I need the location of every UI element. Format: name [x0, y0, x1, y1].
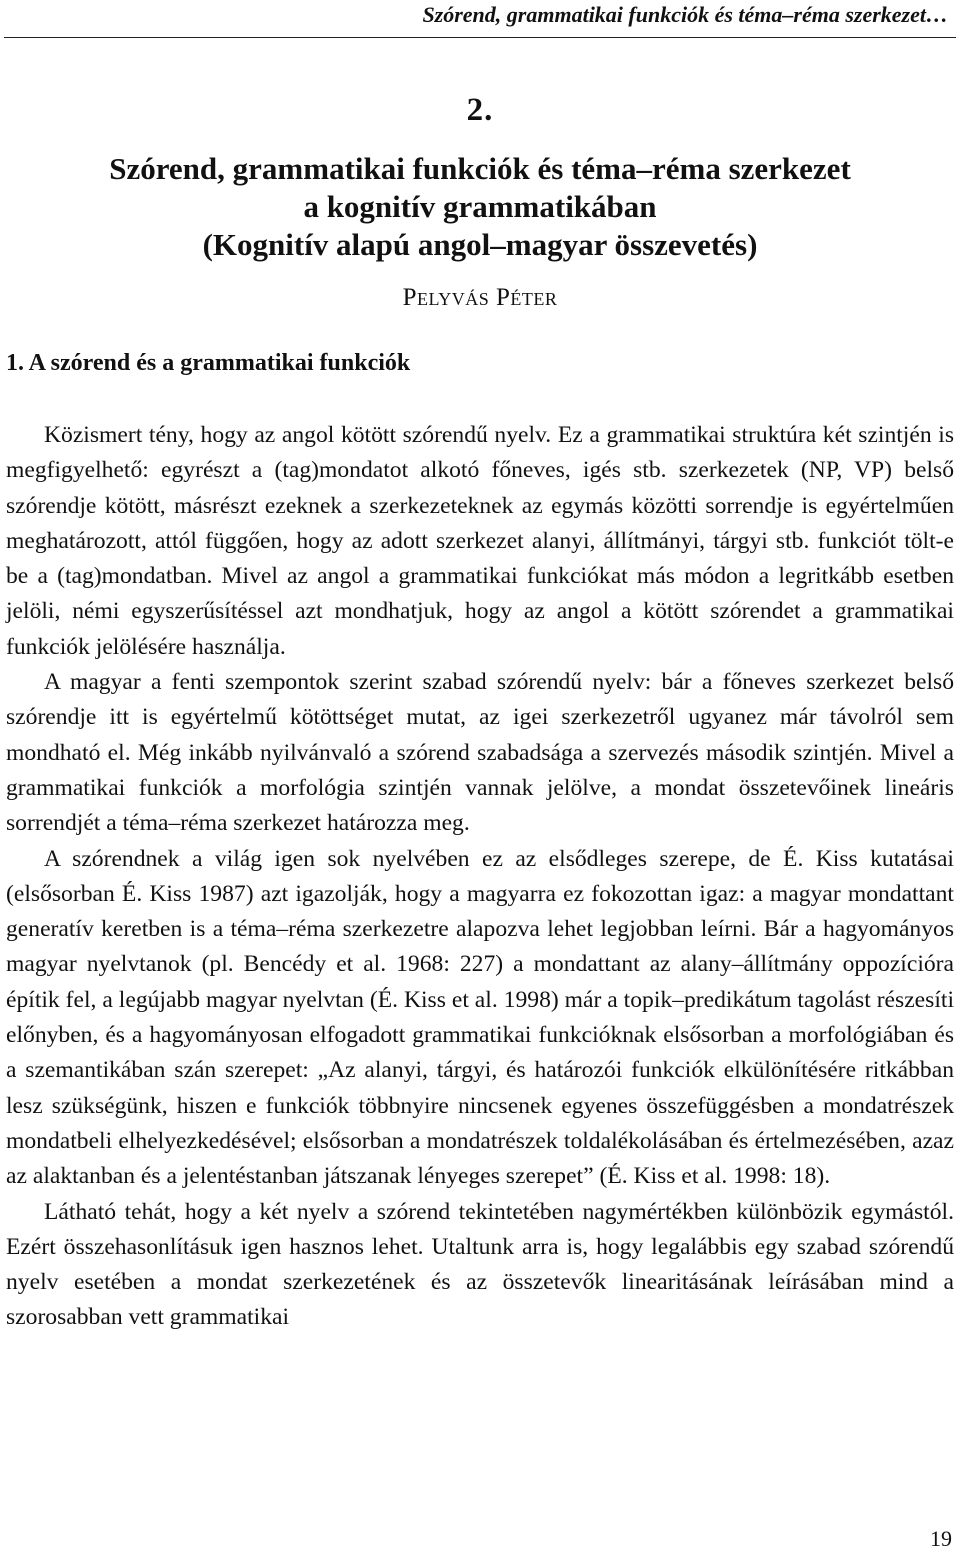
chapter-title-line-2: a kognitív grammatikában: [303, 189, 657, 224]
paragraph-1: Közismert tény, hogy az angol kötött szórendű nyelv. Ez a grammatikai struktúra két szintjén is megfigyelhető: egyrészt a (tag)mondatot alkotó főneves, igés stb. szerkezetek (NP, VP) belső szórendje kötött, másrészt ezeknek a szerkezeteknek az egymás közötti sorrendje is egyértelműen meghatározott, attól függően, hogy az adott szerkezet alanyi, állítmányi, tárgyi stb. funkciót tölt-e be a (tag)mondatban. Mivel az angol a grammatikai funkciókat más módon a legritkább esetben jelöli, némi egyszerűsítéssel azt mondhatjuk, hogy az angol a kötött szórendet a grammatikai funkciók jelölésére használja.: [6, 422, 954, 660]
page-number: 19: [930, 1526, 952, 1551]
chapter-title-line-3: (Kognitív alapú angol–magyar összevetés): [202, 227, 758, 262]
chapter-number: 2.: [466, 92, 494, 128]
running-head: Szórend, grammatikai funkciók és téma–réma szerkezet…: [422, 2, 948, 27]
chapter-title: [0, 150, 960, 264]
paragraph-4: Látható tehát, hogy a két nyelv a szórend tekintetében nagymértékben különbözik egymástól. Ezért összehasonlításuk igen hasznos lehet. Utaltunk arra is, hogy legalábbis egy szabad szórendű nyelv esetében a mondat szerkezetének és az összetevők linearitásának leírásában mind a szorosabban vett grammatikai: [6, 1198, 954, 1331]
paragraph-2: A magyar a fenti szempontok szerint szabad szórendű nyelv: bár a főneves szerkezet belső szórendje itt is egyértelmű kötöttséget mutat, az igei szerkezetről ugyanez már távolról sem mondható el. Még inkább nyilvánvaló a szórend szabadsága a szervezés második szintjén. Mivel a grammatikai funkciók a morfológia szintjén vannak jelölve, a mondat összetevőinek lineáris sorrendjét a téma–réma szerkezet határozza meg.: [6, 669, 954, 837]
body-text: [6, 418, 954, 1336]
chapter-title-line-1: Szórend, grammatikai funkciók és téma–réma szerkezet: [109, 151, 851, 186]
author-name: Pelyvás Péter: [402, 284, 558, 311]
section-heading: 1. A szórend és a grammatikai funkciók: [6, 350, 411, 376]
header-rule: [4, 37, 956, 38]
paragraph-3: A szórendnek a világ igen sok nyelvében ez az elsődleges szerepe, de É. Kiss kutatásai (elsősorban É. Kiss 1987) azt igazolják, hogy a magyarra ez fokozottan igaz: a magyar mondattant generatív keretben is a téma–réma szerkezetre alapozva lehet legjobban leírni. Bár a hagyományos magyar nyelvtanok (pl. Bencédy et al. 1968: 227) a mondattant az alany–állítmány oppozícióra építik fel, a legújabb magyar nyelvtan (É. Kiss et al. 1998) már a topik–predikátum tagolást részesíti előnyben, és a hagyományosan elfogadott grammatikai funkcióknak elsősorban a morfológiában és a szemantikában szán szerepet: „Az alanyi, tárgyi, és határozói funkciók elkülönítésére ritkábban lesz szükségünk, hiszen e funkciók többnyire nincsenek egyenes összefüggésben a mondatrészek mondatbeli elhelyezkedésével; elsősorban a mondatrészek toldalékolásában és értelmezésében, azaz az alaktanban és a jelentéstanban játszanak lényeges szerepet” (É. Kiss et al. 1998: 18).: [6, 845, 954, 1190]
